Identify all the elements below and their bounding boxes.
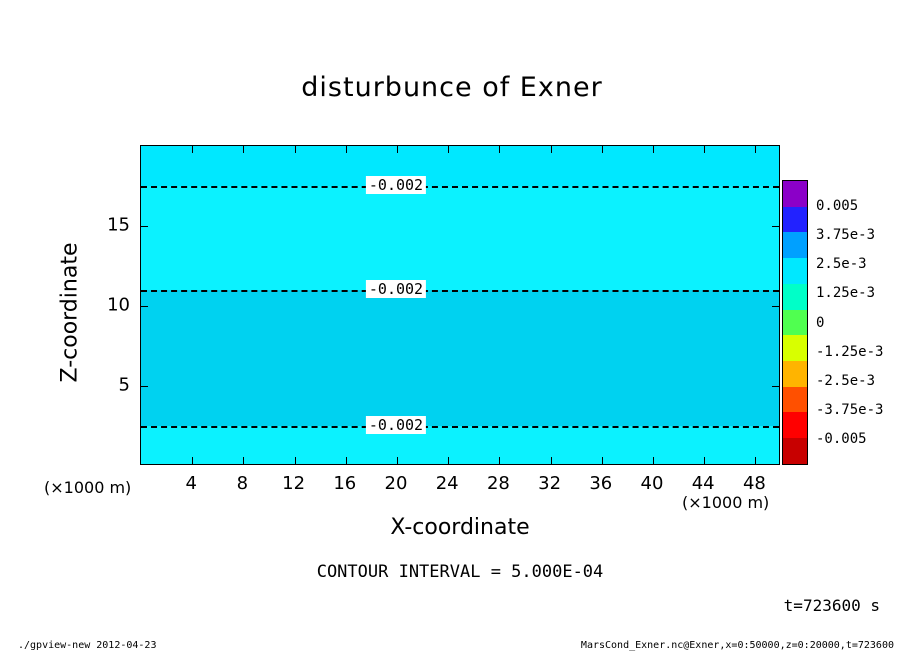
colorbar-tick-label: 1.25e-3 (816, 285, 876, 302)
x-axis-label: X-coordinate (390, 515, 530, 540)
contour-label: -0.002 (366, 176, 426, 194)
x-tick-label: 48 (742, 473, 766, 494)
y-tick (141, 386, 148, 387)
contour-label: -0.002 (366, 280, 426, 298)
colorbar-tick-label: 3.75e-3 (816, 226, 876, 243)
x-tick (295, 146, 296, 153)
x-tick-label: 32 (538, 473, 562, 494)
timestamp-text: t=723600 s (783, 596, 880, 615)
x-axis-unit-label: (×1000 m) (682, 493, 770, 512)
footer-left-text: ./gpview-new 2012-04-23 (18, 640, 157, 651)
x-tick (448, 146, 449, 153)
x-tick (551, 146, 552, 153)
contour-line (141, 290, 779, 292)
y-tick-label: 5 (118, 374, 130, 396)
x-tick (346, 457, 347, 464)
colorbar-cell (783, 387, 807, 413)
x-tick (755, 457, 756, 464)
colorbar-cell (783, 232, 807, 258)
colorbar-cell (783, 361, 807, 387)
x-tick (653, 146, 654, 153)
y-tick-label: 10 (107, 294, 130, 316)
x-tick (653, 457, 654, 464)
x-tick-label: 28 (486, 473, 510, 494)
colorbar-cell (783, 207, 807, 233)
page-title: disturbunce of Exner (301, 72, 603, 103)
z-axis-unit-label: (×1000 m) (44, 478, 132, 497)
colorbar-tick-label: -3.75e-3 (816, 402, 884, 419)
colorbar-tick-label: -1.25e-3 (816, 343, 884, 360)
contour-line (141, 426, 779, 428)
x-tick (602, 146, 603, 153)
x-tick (346, 146, 347, 153)
heatmap-band (141, 426, 779, 465)
colorbar-tick-label: 2.5e-3 (816, 256, 867, 273)
contour-line (141, 186, 779, 188)
x-tick (448, 457, 449, 464)
heatmap-band (141, 186, 779, 290)
x-tick-label: 12 (282, 473, 306, 494)
colorbar (782, 180, 808, 465)
y-axis-label: Z-coordinate (57, 242, 83, 383)
contour-label: -0.002 (366, 416, 426, 434)
x-tick-label: 44 (691, 473, 715, 494)
x-tick (755, 146, 756, 153)
x-tick-label: 8 (236, 473, 249, 494)
x-tick (295, 457, 296, 464)
y-tick (772, 306, 779, 307)
heatmap-band (141, 290, 779, 426)
colorbar-cell (783, 438, 807, 464)
heatmap-band (141, 146, 779, 186)
x-tick-label: 4 (185, 473, 197, 494)
colorbar-cell (783, 284, 807, 310)
plot-area (140, 145, 780, 465)
x-tick-label: 36 (589, 473, 613, 494)
colorbar-tick-label: -0.005 (816, 431, 867, 448)
x-tick (551, 457, 552, 464)
colorbar-cell (783, 335, 807, 361)
contour-interval-text: CONTOUR INTERVAL = 5.000E-04 (316, 562, 604, 582)
x-tick (704, 146, 705, 153)
y-tick-label: 15 (107, 214, 130, 236)
colorbar-cell (783, 310, 807, 336)
colorbar-cell (783, 412, 807, 438)
x-tick (397, 457, 398, 464)
x-tick-label: 24 (435, 473, 459, 494)
colorbar-tick-label: -2.5e-3 (816, 372, 876, 389)
x-tick (602, 457, 603, 464)
y-tick (141, 226, 148, 227)
x-tick (397, 146, 398, 153)
x-tick-label: 40 (640, 473, 664, 494)
y-tick (772, 226, 779, 227)
x-tick (243, 457, 244, 464)
colorbar-tick-label: 0 (816, 314, 825, 331)
colorbar-cell (783, 258, 807, 284)
x-tick (243, 146, 244, 153)
x-tick-label: 20 (384, 473, 408, 494)
x-tick (704, 457, 705, 464)
colorbar-cell (783, 181, 807, 207)
x-tick-label: 16 (333, 473, 357, 494)
x-tick (192, 457, 193, 464)
footer-right-text: MarsCond_Exner.nc@Exner,x=0:50000,z=0:20000,t=723600 (580, 640, 894, 651)
x-tick (192, 146, 193, 153)
y-tick (772, 386, 779, 387)
colorbar-tick-label: 0.005 (816, 197, 859, 214)
x-tick (499, 457, 500, 464)
y-tick (141, 306, 148, 307)
x-tick (499, 146, 500, 153)
